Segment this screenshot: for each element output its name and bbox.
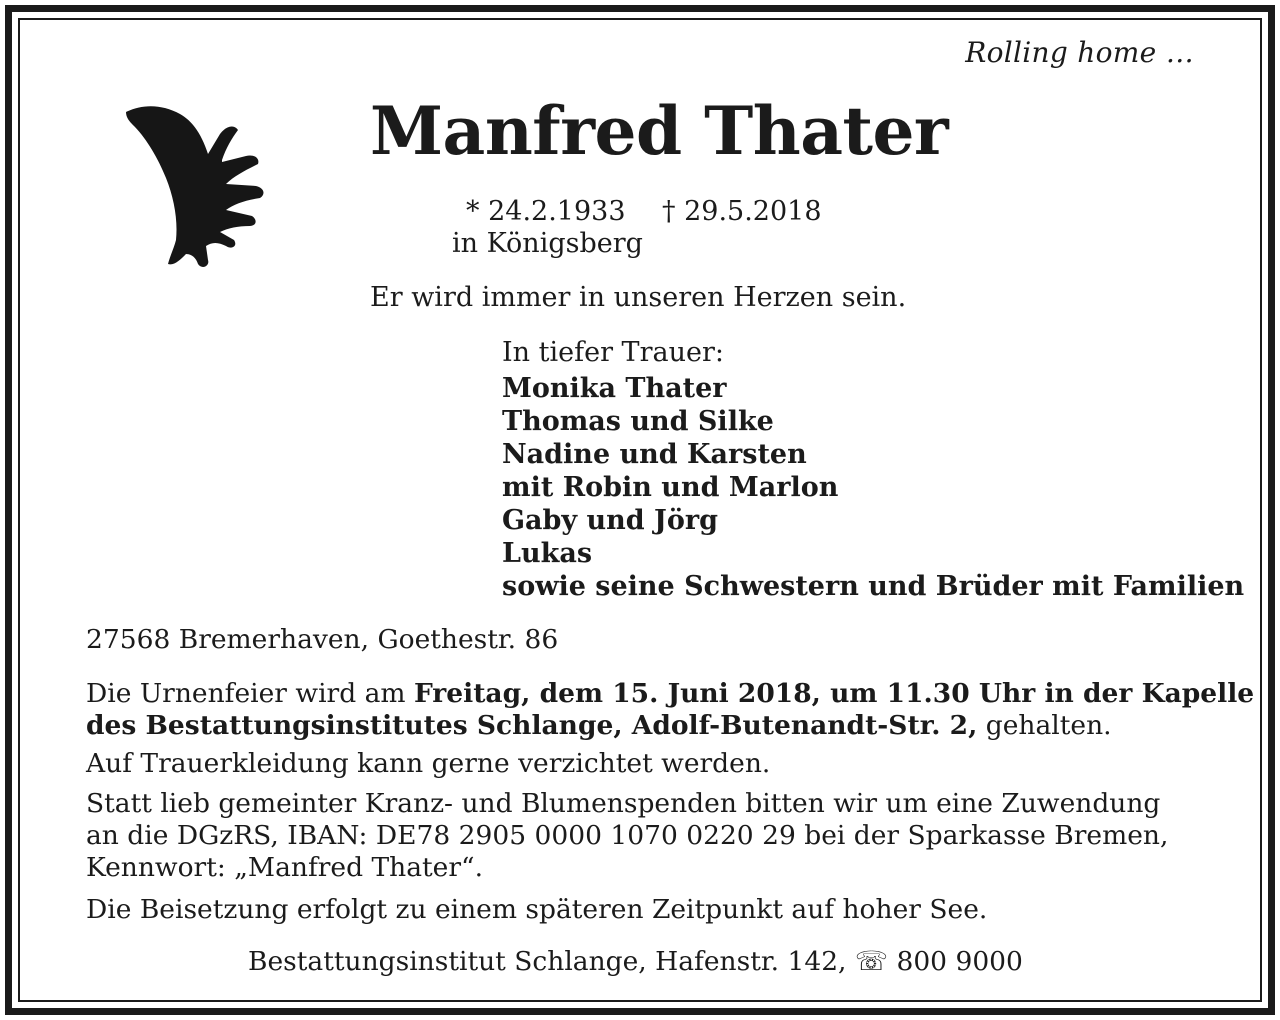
death-date: † 29.5.2018	[662, 196, 822, 227]
birthplace: in Königsberg	[452, 228, 643, 259]
funeral-home-footer: Bestattungsinstitut Schlange, Hafenstr. 142, ☏ 800 9000	[248, 946, 1023, 977]
family-address: 27568 Bremerhaven, Goethestr. 86	[86, 624, 559, 655]
mourner-name: Thomas und Silke	[502, 406, 774, 437]
donation-line: Kennwort: „Manfred Thater“.	[86, 852, 483, 883]
mourners-block	[502, 336, 1244, 603]
birth-date: * 24.2.1933	[466, 196, 626, 227]
donation-line: Statt lieb gemeinter Kranz- und Blumenspenden bitten wir um eine Zuwendung	[86, 788, 1161, 819]
ceremony-intro: Die Urnenfeier wird am	[86, 678, 414, 709]
ceremony-date-place: Freitag, dem 15. Juni 2018, um 11.30 Uhr in der Kapelle	[413, 678, 1255, 709]
deceased-name: Manfred Thater	[370, 92, 949, 170]
dress-note: Auf Trauerkleidung kann gerne verzichtet werden.	[86, 748, 771, 779]
mourner-name: Monika Thater	[502, 373, 727, 404]
ceremony-venue: des Bestattungsinstitutes Schlange, Adolf-Butenandt-Str. 2,	[86, 710, 978, 741]
donation-line: an die DGzRS, IBAN: DE78 2905 0000 1070 0220 29 bei der Sparkasse Bremen,	[86, 820, 1169, 851]
mourners-intro: In tiefer Trauer:	[502, 337, 724, 368]
burial-note: Die Beisetzung erfolgt zu einem späteren Zeitpunkt auf hoher See.	[86, 894, 988, 925]
ceremony-closing: gehalten.	[977, 710, 1112, 741]
mourner-name: sowie seine Schwestern und Brüder mit Familien	[502, 571, 1245, 602]
remembrance-line: Er wird immer in unseren Herzen sein.	[370, 282, 907, 313]
mourner-name: mit Robin und Marlon	[502, 472, 839, 503]
mourner-name: Lukas	[502, 538, 593, 569]
elk-antler-icon	[122, 100, 272, 275]
mourner-name: Gaby und Jörg	[502, 505, 718, 536]
ceremony-paragraph	[86, 678, 1254, 742]
mourner-name: Nadine und Karsten	[502, 439, 807, 470]
donation-paragraph	[86, 788, 1168, 884]
motto: Rolling home …	[965, 36, 1194, 69]
